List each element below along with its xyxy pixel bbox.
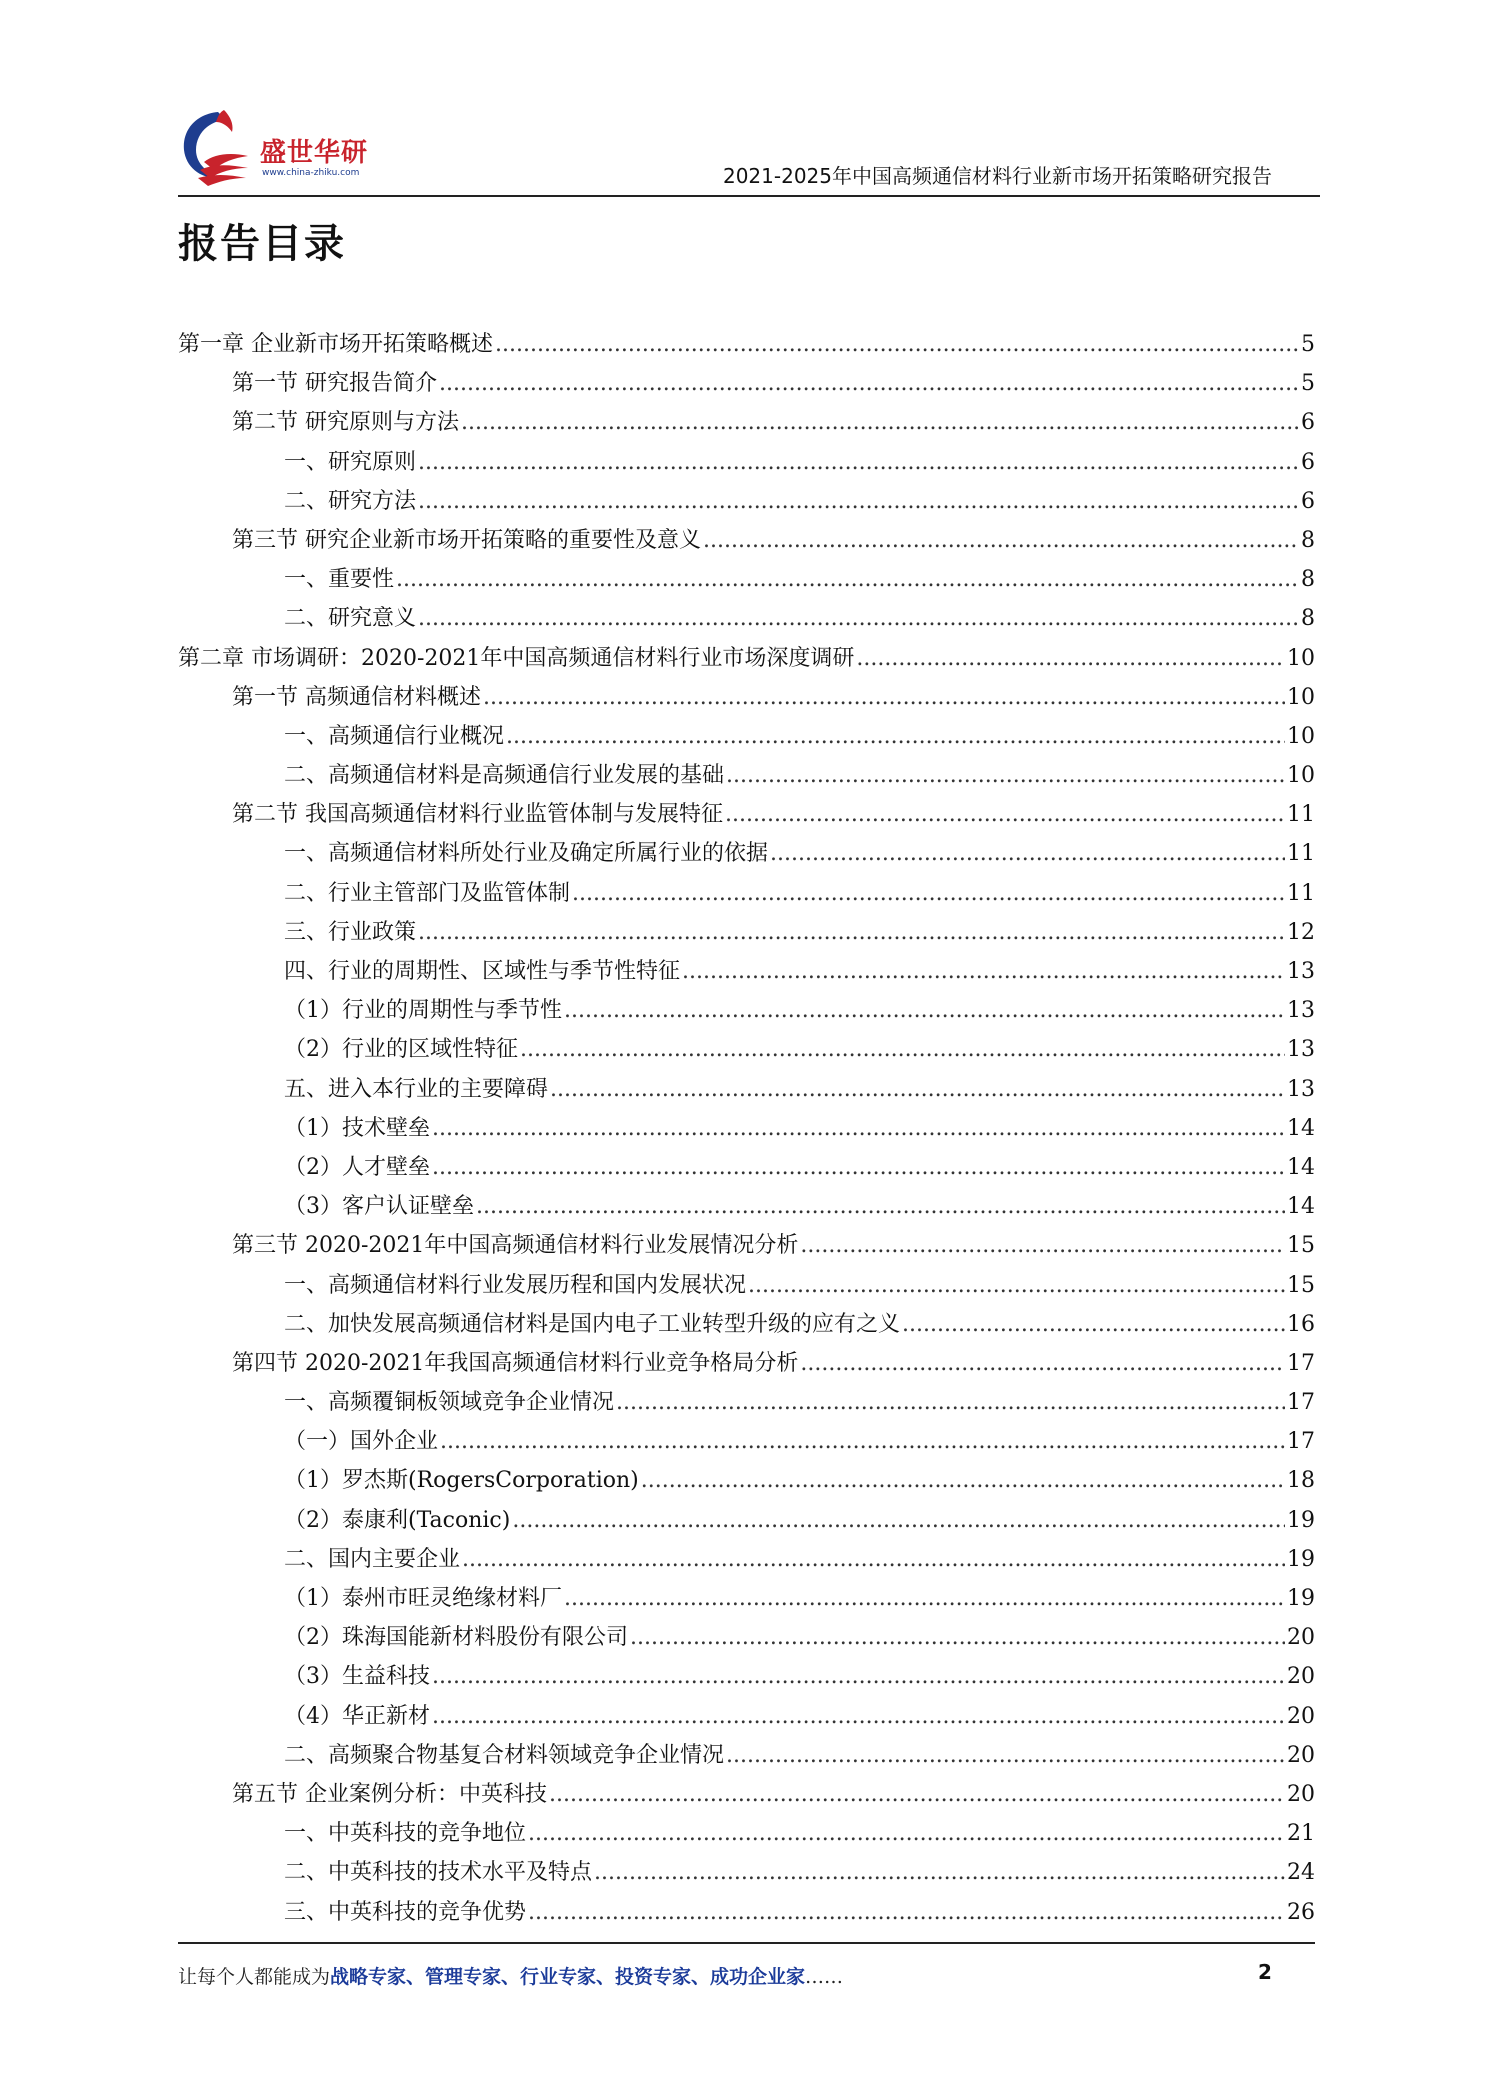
toc-leader-dots <box>418 443 1299 482</box>
toc-entry-page: 14 <box>1287 1115 1315 1141</box>
toc-entry[interactable] <box>178 1814 1315 1853</box>
toc-entry-page: 17 <box>1287 1350 1315 1376</box>
toc-entry-title: 第四节 2020-2021年我国高频通信材料行业竞争格局分析 <box>232 1350 799 1376</box>
toc-leader-dots <box>856 639 1285 678</box>
toc-entry-page: 10 <box>1287 684 1315 710</box>
toc-entry-title: （2）泰康利(Taconic) <box>284 1507 511 1533</box>
toc-entry[interactable] <box>178 1266 1315 1305</box>
toc-entry-page: 11 <box>1287 802 1315 828</box>
toc-entry[interactable] <box>178 560 1315 599</box>
toc-leader-dots <box>770 834 1285 873</box>
toc-leader-dots <box>572 874 1285 913</box>
toc-leader-dots <box>748 1266 1285 1305</box>
toc-entry-page: 20 <box>1287 1781 1315 1807</box>
footer-slogan <box>178 1962 843 1989</box>
toc-entry-page: 14 <box>1287 1194 1315 1220</box>
toc-entry-title: 第一节 研究报告简介 <box>232 371 437 397</box>
toc-entry[interactable] <box>178 1030 1315 1069</box>
toc-entry-title: 第二节 研究原则与方法 <box>232 410 459 436</box>
header-divider <box>178 195 1320 197</box>
table-of-contents <box>178 325 1315 1932</box>
toc-leader-dots <box>461 403 1299 442</box>
toc-leader-dots <box>476 1187 1285 1226</box>
toc-entry-title: 三、中英科技的竞争优势 <box>284 1899 527 1925</box>
footer-slogan-highlight: 战略专家、管理专家、行业专家、投资专家、成功企业家 <box>330 1966 806 1988</box>
toc-leader-dots <box>495 325 1299 364</box>
toc-leader-dots <box>616 1383 1285 1422</box>
toc-entry-page: 26 <box>1287 1899 1315 1925</box>
toc-entry-title: 一、研究原则 <box>284 449 417 475</box>
toc-leader-dots <box>418 913 1285 952</box>
toc-entry-title: 二、中英科技的技术水平及特点 <box>284 1860 593 1886</box>
toc-entry[interactable] <box>178 599 1315 638</box>
toc-leader-dots <box>726 756 1285 795</box>
toc-entry-title: 二、高频聚合物基复合材料领域竞争企业情况 <box>284 1742 725 1768</box>
toc-leader-dots <box>506 717 1285 756</box>
toc-leader-dots <box>564 991 1285 1030</box>
toc-leader-dots <box>520 1030 1285 1069</box>
toc-entry-page: 10 <box>1287 723 1315 749</box>
toc-entry-page: 10 <box>1287 763 1315 789</box>
toc-leader-dots <box>630 1618 1285 1657</box>
toc-leader-dots <box>725 795 1285 834</box>
toc-entry-title: 一、高频通信材料所处行业及确定所属行业的依据 <box>284 841 769 867</box>
toc-leader-dots <box>432 1657 1285 1696</box>
toc-leader-dots <box>564 1579 1285 1618</box>
toc-entry-page: 14 <box>1287 1154 1315 1180</box>
toc-entry-title: （2）人才壁垒 <box>284 1154 430 1180</box>
footer-divider <box>178 1942 1315 1944</box>
toc-entry-title: 第一章 企业新市场开拓策略概述 <box>178 332 493 357</box>
toc-entry[interactable] <box>178 1305 1315 1344</box>
toc-leader-dots <box>682 952 1285 991</box>
page-number: 2 <box>1258 1960 1272 1984</box>
toc-leader-dots <box>703 521 1299 560</box>
toc-entry-page: 18 <box>1287 1468 1315 1494</box>
page-header <box>178 100 1320 196</box>
toc-leader-dots <box>483 678 1285 717</box>
toc-entry[interactable] <box>178 1344 1315 1383</box>
toc-entry[interactable] <box>178 1618 1315 1657</box>
toc-entry-page: 15 <box>1287 1233 1315 1259</box>
toc-entry-title: 一、高频通信行业概况 <box>284 723 505 749</box>
toc-entry-title: （2）珠海国能新材料股份有限公司 <box>284 1625 628 1651</box>
toc-entry-title: 第三节 研究企业新市场开拓策略的重要性及意义 <box>232 527 701 553</box>
toc-leader-dots <box>528 1814 1285 1853</box>
toc-entry[interactable] <box>178 678 1315 717</box>
toc-entry-title: 二、高频通信材料是高频通信行业发展的基础 <box>284 763 725 789</box>
toc-entry[interactable] <box>178 364 1315 403</box>
toc-entry-page: 24 <box>1287 1860 1315 1886</box>
toc-entry-page: 11 <box>1287 841 1315 867</box>
toc-entry-page: 17 <box>1287 1390 1315 1416</box>
toc-entry-title: （1）技术壁垒 <box>284 1115 430 1141</box>
toc-entry-page: 17 <box>1287 1429 1315 1455</box>
toc-entry-page: 15 <box>1287 1272 1315 1298</box>
toc-entry-page: 16 <box>1287 1311 1315 1337</box>
toc-leader-dots <box>418 599 1299 638</box>
toc-leader-dots <box>440 1422 1285 1461</box>
toc-entry-page: 19 <box>1287 1546 1315 1572</box>
toc-entry-page: 8 <box>1301 527 1315 553</box>
toc-entry-page: 20 <box>1287 1625 1315 1651</box>
toc-entry-title: 二、研究方法 <box>284 488 417 514</box>
toc-entry[interactable] <box>178 952 1315 991</box>
toc-leader-dots <box>528 1893 1285 1932</box>
toc-entry[interactable] <box>178 443 1315 482</box>
toc-entry-title: 一、高频通信材料行业发展历程和国内发展状况 <box>284 1272 747 1298</box>
toc-entry-title: （2）行业的区域性特征 <box>284 1037 518 1063</box>
toc-leader-dots <box>594 1853 1285 1892</box>
toc-entry-title: 三、行业政策 <box>284 919 417 945</box>
report-title: 2021-2025年中国高频通信材料行业新市场开拓策略研究报告 <box>722 164 1272 188</box>
toc-leader-dots <box>549 1775 1285 1814</box>
toc-entry-title: （1）泰州市旺灵绝缘材料厂 <box>284 1586 562 1611</box>
toc-entry-page: 6 <box>1301 410 1315 436</box>
toc-entry-title: 第一节 高频通信材料概述 <box>232 684 481 710</box>
toc-entry-page: 20 <box>1287 1703 1315 1729</box>
toc-entry-title: （3）客户认证壁垒 <box>284 1194 474 1220</box>
toc-entry[interactable] <box>178 1540 1315 1579</box>
toc-entry-title: 五、进入本行业的主要障碍 <box>284 1076 549 1102</box>
toc-entry-title: 二、国内主要企业 <box>284 1546 461 1572</box>
toc-entry[interactable] <box>178 1109 1315 1148</box>
toc-entry-page: 8 <box>1301 567 1315 593</box>
toc-entry-page: 6 <box>1301 449 1315 475</box>
toc-entry-page: 6 <box>1301 488 1315 514</box>
toc-leader-dots <box>396 560 1299 599</box>
toc-leader-dots <box>550 1070 1285 1109</box>
toc-entry[interactable] <box>178 1383 1315 1422</box>
toc-entry-page: 10 <box>1287 645 1315 671</box>
toc-entry[interactable] <box>178 795 1315 834</box>
toc-entry[interactable] <box>178 1501 1315 1540</box>
toc-entry-title: 二、研究意义 <box>284 606 417 632</box>
toc-entry[interactable] <box>178 1226 1315 1265</box>
toc-entry[interactable] <box>178 1148 1315 1187</box>
toc-leader-dots <box>800 1226 1285 1265</box>
toc-entry[interactable] <box>178 1657 1315 1696</box>
toc-entry-page: 11 <box>1287 880 1315 906</box>
toc-entry-page: 13 <box>1287 998 1315 1024</box>
toc-entry-page: 13 <box>1287 959 1315 984</box>
logo-name: 盛世华研 <box>260 138 369 168</box>
toc-leader-dots <box>439 364 1299 403</box>
toc-entry[interactable] <box>178 639 1315 678</box>
toc-entry-title: （1）行业的周期性与季节性 <box>284 998 562 1024</box>
toc-entry[interactable] <box>178 834 1315 873</box>
toc-leader-dots <box>902 1305 1285 1344</box>
toc-entry-title: 四、行业的周期性、区域性与季节性特征 <box>284 959 681 984</box>
toc-leader-dots <box>462 1540 1285 1579</box>
page-title: 报告目录 <box>178 221 346 267</box>
toc-entry-page: 13 <box>1287 1076 1315 1102</box>
toc-leader-dots <box>512 1501 1285 1540</box>
toc-entry[interactable] <box>178 1422 1315 1461</box>
footer-slogan-prefix: 让每个人都能成为 <box>178 1966 331 1988</box>
logo-swirl-icon <box>178 106 262 192</box>
toc-entry[interactable] <box>178 1070 1315 1109</box>
toc-entry-page: 5 <box>1301 371 1315 397</box>
toc-entry[interactable] <box>178 756 1315 795</box>
toc-entry-title: 第二节 我国高频通信材料行业监管体制与发展特征 <box>232 802 723 828</box>
toc-entry[interactable] <box>178 1697 1315 1736</box>
toc-entry-page: 19 <box>1287 1586 1315 1611</box>
toc-leader-dots <box>800 1344 1285 1383</box>
toc-entry-title: 二、加快发展高频通信材料是国内电子工业转型升级的应有之义 <box>284 1311 901 1337</box>
toc-entry-page: 13 <box>1287 1037 1315 1063</box>
toc-entry[interactable] <box>178 874 1315 913</box>
toc-entry[interactable] <box>178 1853 1315 1892</box>
toc-entry[interactable] <box>178 717 1315 756</box>
toc-entry-title: （3）生益科技 <box>284 1664 430 1690</box>
toc-entry[interactable] <box>178 1579 1315 1618</box>
toc-entry[interactable] <box>178 991 1315 1030</box>
toc-entry[interactable] <box>178 325 1315 364</box>
toc-entry[interactable] <box>178 1893 1315 1932</box>
toc-entry-page: 8 <box>1301 606 1315 632</box>
toc-entry-page: 21 <box>1287 1821 1315 1847</box>
toc-leader-dots <box>418 482 1299 521</box>
logo-url: www.china-zhiku.com <box>262 168 360 178</box>
toc-entry[interactable] <box>178 913 1315 952</box>
toc-entry-title: 第二章 市场调研：2020-2021年中国高频通信材料行业市场深度调研 <box>178 645 855 671</box>
toc-entry-page: 20 <box>1287 1742 1315 1768</box>
toc-entry-page: 20 <box>1287 1664 1315 1690</box>
toc-entry-page: 19 <box>1287 1507 1315 1533</box>
toc-leader-dots <box>432 1148 1285 1187</box>
toc-entry-title: 一、高频覆铜板领域竞争企业情况 <box>284 1390 615 1416</box>
toc-leader-dots <box>432 1697 1285 1736</box>
toc-entry[interactable] <box>178 403 1315 442</box>
toc-entry-title: （1）罗杰斯(RogersCorporation) <box>284 1468 639 1494</box>
toc-entry[interactable] <box>178 1461 1315 1500</box>
toc-leader-dots <box>432 1109 1285 1148</box>
toc-entry-title: 一、重要性 <box>284 567 395 593</box>
toc-leader-dots <box>726 1736 1285 1775</box>
company-logo <box>178 106 398 196</box>
toc-entry-title: 二、行业主管部门及监管体制 <box>284 880 571 906</box>
toc-entry-title: （4）华正新材 <box>284 1703 430 1729</box>
toc-entry-title: 第三节 2020-2021年中国高频通信材料行业发展情况分析 <box>232 1233 799 1259</box>
toc-entry-page: 5 <box>1301 332 1315 357</box>
toc-entry[interactable] <box>178 1775 1315 1814</box>
toc-entry-title: （一）国外企业 <box>284 1429 439 1455</box>
toc-entry-page: 12 <box>1287 919 1315 945</box>
toc-leader-dots <box>641 1461 1285 1500</box>
footer-slogan-suffix: …… <box>805 1966 844 1988</box>
toc-entry-title: 第五节 企业案例分析：中英科技 <box>232 1781 547 1807</box>
toc-entry[interactable] <box>178 521 1315 560</box>
toc-entry-title: 一、中英科技的竞争地位 <box>284 1821 527 1847</box>
toc-entry[interactable] <box>178 1187 1315 1226</box>
toc-entry[interactable] <box>178 1736 1315 1775</box>
toc-entry[interactable] <box>178 482 1315 521</box>
